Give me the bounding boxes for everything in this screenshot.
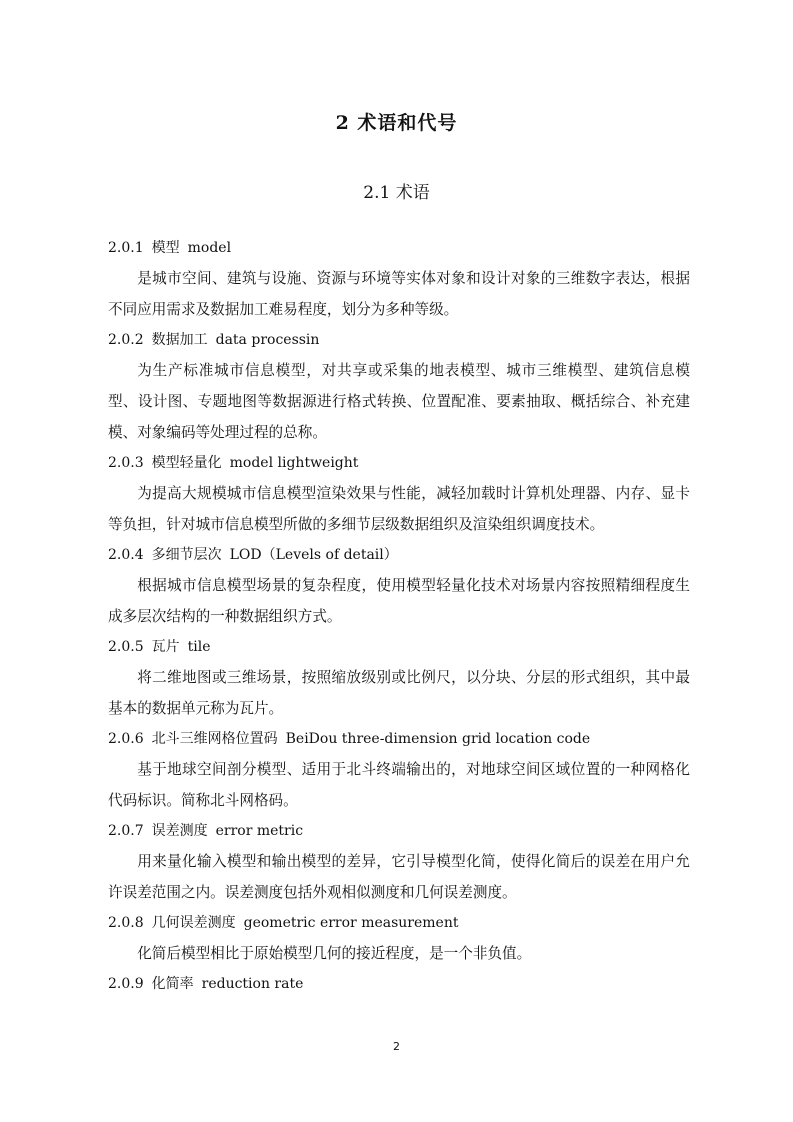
term-entry xyxy=(108,448,690,540)
term-definition: 化简后模型相比于原始模型几何的接近程度，是一个非负值。 xyxy=(137,945,532,962)
terms-list xyxy=(108,233,690,999)
term-entry xyxy=(108,908,690,969)
term-english-name: reduction rate xyxy=(201,976,304,992)
section-title: 2.1 术语 xyxy=(363,183,430,203)
term-definition: 是城市空间、建筑与设施、资源与环境等实体对象和设计对象的三维数字表达，根据不同应用需求及数据加工难易程度，划分为多种等级。 xyxy=(108,270,690,318)
term-number: 2.0.6 xyxy=(108,731,144,747)
term-english-name: tile xyxy=(187,639,211,655)
term-chinese-name: 模型轻量化 xyxy=(151,455,222,471)
term-number: 2.0.9 xyxy=(108,976,144,992)
term-english-name: geometric error measurement xyxy=(243,915,459,931)
term-number: 2.0.3 xyxy=(108,455,144,471)
term-chinese-name: 多细节层次 xyxy=(151,547,222,563)
term-english-name: model lightweight xyxy=(229,455,359,471)
term-entry xyxy=(108,540,690,632)
term-heading xyxy=(108,724,690,754)
term-entry xyxy=(108,816,690,908)
term-chinese-name: 瓦片 xyxy=(151,639,180,655)
term-definition: 基于地球空间剖分模型、适用于北斗终端输出的，对地球空间区域位置的一种网格化代码标识。简称北斗网格码。 xyxy=(108,761,690,809)
term-definition: 为提高大规模城市信息模型渲染效果与性能，减轻加载时计算机处理器、内存、显卡等负担，针对城市信息模型所做的多细节层级数据组织及渲染组织调度技术。 xyxy=(108,485,690,533)
term-heading xyxy=(108,632,690,662)
term-chinese-name: 误差测度 xyxy=(151,823,208,839)
term-heading xyxy=(108,816,690,846)
term-english-name: model xyxy=(187,240,232,256)
term-entry xyxy=(108,325,690,448)
term-heading xyxy=(108,233,690,263)
term-entry xyxy=(108,724,690,816)
term-number: 2.0.1 xyxy=(108,240,144,256)
term-definition: 根据城市信息模型场景的复杂程度，使用模型轻量化技术对场景内容按照精细程度生成多层次结构的一种数据组织方式。 xyxy=(108,577,690,625)
term-number: 2.0.7 xyxy=(108,823,144,839)
term-heading xyxy=(108,969,690,999)
term-chinese-name: 几何误差测度 xyxy=(151,915,236,931)
term-heading xyxy=(108,325,690,355)
term-chinese-name: 模型 xyxy=(151,240,180,256)
term-entry xyxy=(108,233,690,325)
term-english-name: BeiDou three-dimension grid location code xyxy=(285,731,591,747)
term-definition: 将二维地图或三维场景，按照缩放级别或比例尺，以分块、分层的形式组织，其中最基本的数据单元称为瓦片。 xyxy=(108,669,690,717)
term-number: 2.0.5 xyxy=(108,639,144,655)
term-chinese-name: 北斗三维网格位置码 xyxy=(151,731,278,747)
term-entry xyxy=(108,632,690,724)
term-heading xyxy=(108,540,690,570)
term-number: 2.0.2 xyxy=(108,332,144,348)
term-definition: 为生产标准城市信息模型，对共享或采集的地表模型、城市三维模型、建筑信息模型、设计图、专题地图等数据源进行格式转换、位置配准、要素抽取、概括综合、补充建模、对象编码等处理过程的总称。 xyxy=(108,362,690,441)
chapter-title: 2 术语和代号 xyxy=(335,112,458,134)
term-definition: 用来量化输入模型和输出模型的差异，它引导模型化简，使得化简后的误差在用户允许误差范围之内。误差测度包括外观相似测度和几何误差测度。 xyxy=(108,853,690,901)
term-english-name: data processin xyxy=(215,332,320,348)
term-english-name: LOD（Levels of detail） xyxy=(229,547,398,563)
term-chinese-name: 化简率 xyxy=(151,976,194,992)
term-english-name: error metric xyxy=(215,823,304,839)
term-heading xyxy=(108,908,690,938)
term-number: 2.0.4 xyxy=(108,547,144,563)
page-number: 2 xyxy=(393,1040,400,1053)
term-chinese-name: 数据加工 xyxy=(151,332,208,348)
term-entry xyxy=(108,969,690,999)
term-number: 2.0.8 xyxy=(108,915,144,931)
term-heading xyxy=(108,448,690,478)
